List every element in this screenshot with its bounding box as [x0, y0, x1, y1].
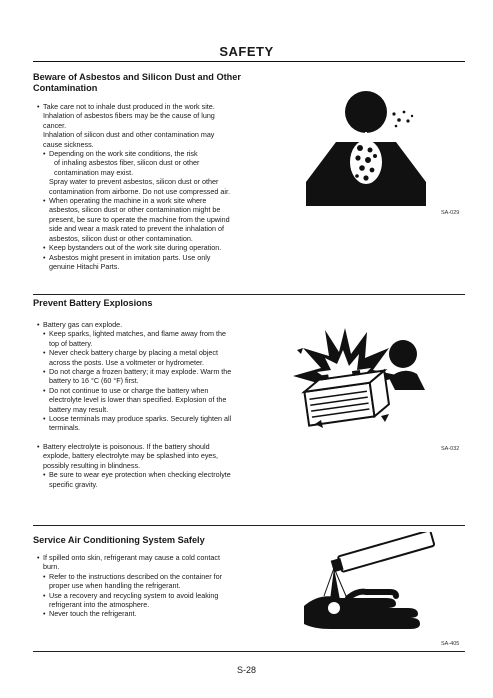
sub-bullet-item: • Do not continue to use or charge the battery when	[33, 386, 293, 395]
section-title-asbestos: Beware of Asbestos and Silicon Dust and Other Contamination	[33, 72, 241, 93]
sub-bullet-item: • When operating the machine in a work site where	[33, 196, 293, 205]
figure-code: SA-405	[441, 641, 460, 647]
sub-bullet-item: • Keep sparks, lighted matches, and flame away from the	[33, 329, 293, 338]
sub-bullet-item: • Refer to the instructions described on the container for	[33, 572, 293, 581]
section-title-battery: Prevent Battery Explosions	[33, 298, 153, 308]
refrigerant-hand-icon	[300, 532, 435, 632]
section-divider	[33, 525, 465, 526]
section-body-aircon: • If spilled onto skin, refrigerant may cause a cold contact burn. • Refer to the instructions described on the container for proper use when handling the refrigerant. • Use a recovery and recycling system to avoid leaking refrigerant into the atmosphere. • Never touch the refrigerant.	[33, 553, 293, 619]
page-number: S-28	[236, 665, 256, 675]
sub-bullet-item: • Never check battery charge by placing a metal object	[33, 348, 293, 357]
sub-bullet-item: • Asbestos might present in imitation parts. Use only	[33, 253, 293, 262]
sub-bullet-item: • Use a recovery and recycling system to avoid leaking	[33, 591, 293, 600]
section-title-aircon: Service Air Conditioning System Safely	[33, 535, 205, 545]
section-divider	[33, 294, 465, 295]
dust-inhalation-icon	[300, 90, 430, 206]
bullet-item: • Battery gas can explode.	[33, 320, 293, 329]
sub-bullet-item: • Keep bystanders out of the work site during operation.	[33, 243, 293, 252]
figure-code: SA-032	[441, 446, 460, 452]
bullet-item: • Battery electrolyte is poisonous. If the battery should	[33, 442, 293, 451]
sub-bullet-item: • Be sure to wear eye protection when checking electrolyte	[33, 470, 293, 479]
sub-bullet-item: • Never touch the refrigerant.	[33, 609, 293, 618]
sub-bullet-item: • Do not charge a frozen battery; it may explode. Warm the	[33, 367, 293, 376]
battery-explosion-icon	[285, 320, 435, 438]
section-body-battery: • Battery gas can explode. • Keep sparks, lighted matches, and flame away from the top of battery. • Never check battery charge by placing a metal object across the posts. Use a voltmeter or hydrometer. • Do not charge a frozen battery; it may explode. Warm the battery to 16 °C (60 °F) first. • Do not continue to use or charge the battery when electrolyte level is lower than specified. Explosion of the battery may result. • Loose terminals may produce sparks. Securely tighten all terminals. • Battery electrolyte is poisonous. If the battery should explode, battery electrolyte may be splashed into eyes, possibly resulting in blindness. • Be sure to wear eye protection when checking electrolyte specific gravity.	[33, 320, 293, 489]
bullet-item: • If spilled onto skin, refrigerant may cause a cold contact	[33, 553, 293, 562]
page-title: SAFETY	[219, 44, 274, 59]
section-body-asbestos: • Take care not to inhale dust produced in the work site. Inhalation of asbestos fibers may be the cause of lung cancer. Inhalation of silicon dust and other contamination may cause sickness. • Depending on the work site conditions, the risk of inhaling asbestos fiber, silicon dust or other contamination may exist. Spray water to prevent asbestos, silicon dust or other contamination from airborne. Do not use compressed air. • When operating the machine in a work site where asbestos, silicon dust or other contamination might be present, be sure to operate the machine from the upwind side and wear a mask rated to prevent the inhalation of asbestos, silicon dust or other contamination. • Keep bystanders out of the work site during operation. • Asbestos might present in imitation parts. Use only genuine Hitachi Parts.	[33, 102, 293, 271]
title-rule	[33, 61, 465, 62]
bullet-item: • Take care not to inhale dust produced in the work site.	[33, 102, 293, 111]
footer-rule	[33, 651, 465, 652]
sub-bullet-item: • Depending on the work site conditions, the risk	[33, 149, 293, 158]
figure-code: SA-029	[441, 210, 460, 216]
sub-bullet-item: • Loose terminals may produce sparks. Securely tighten all	[33, 414, 293, 423]
